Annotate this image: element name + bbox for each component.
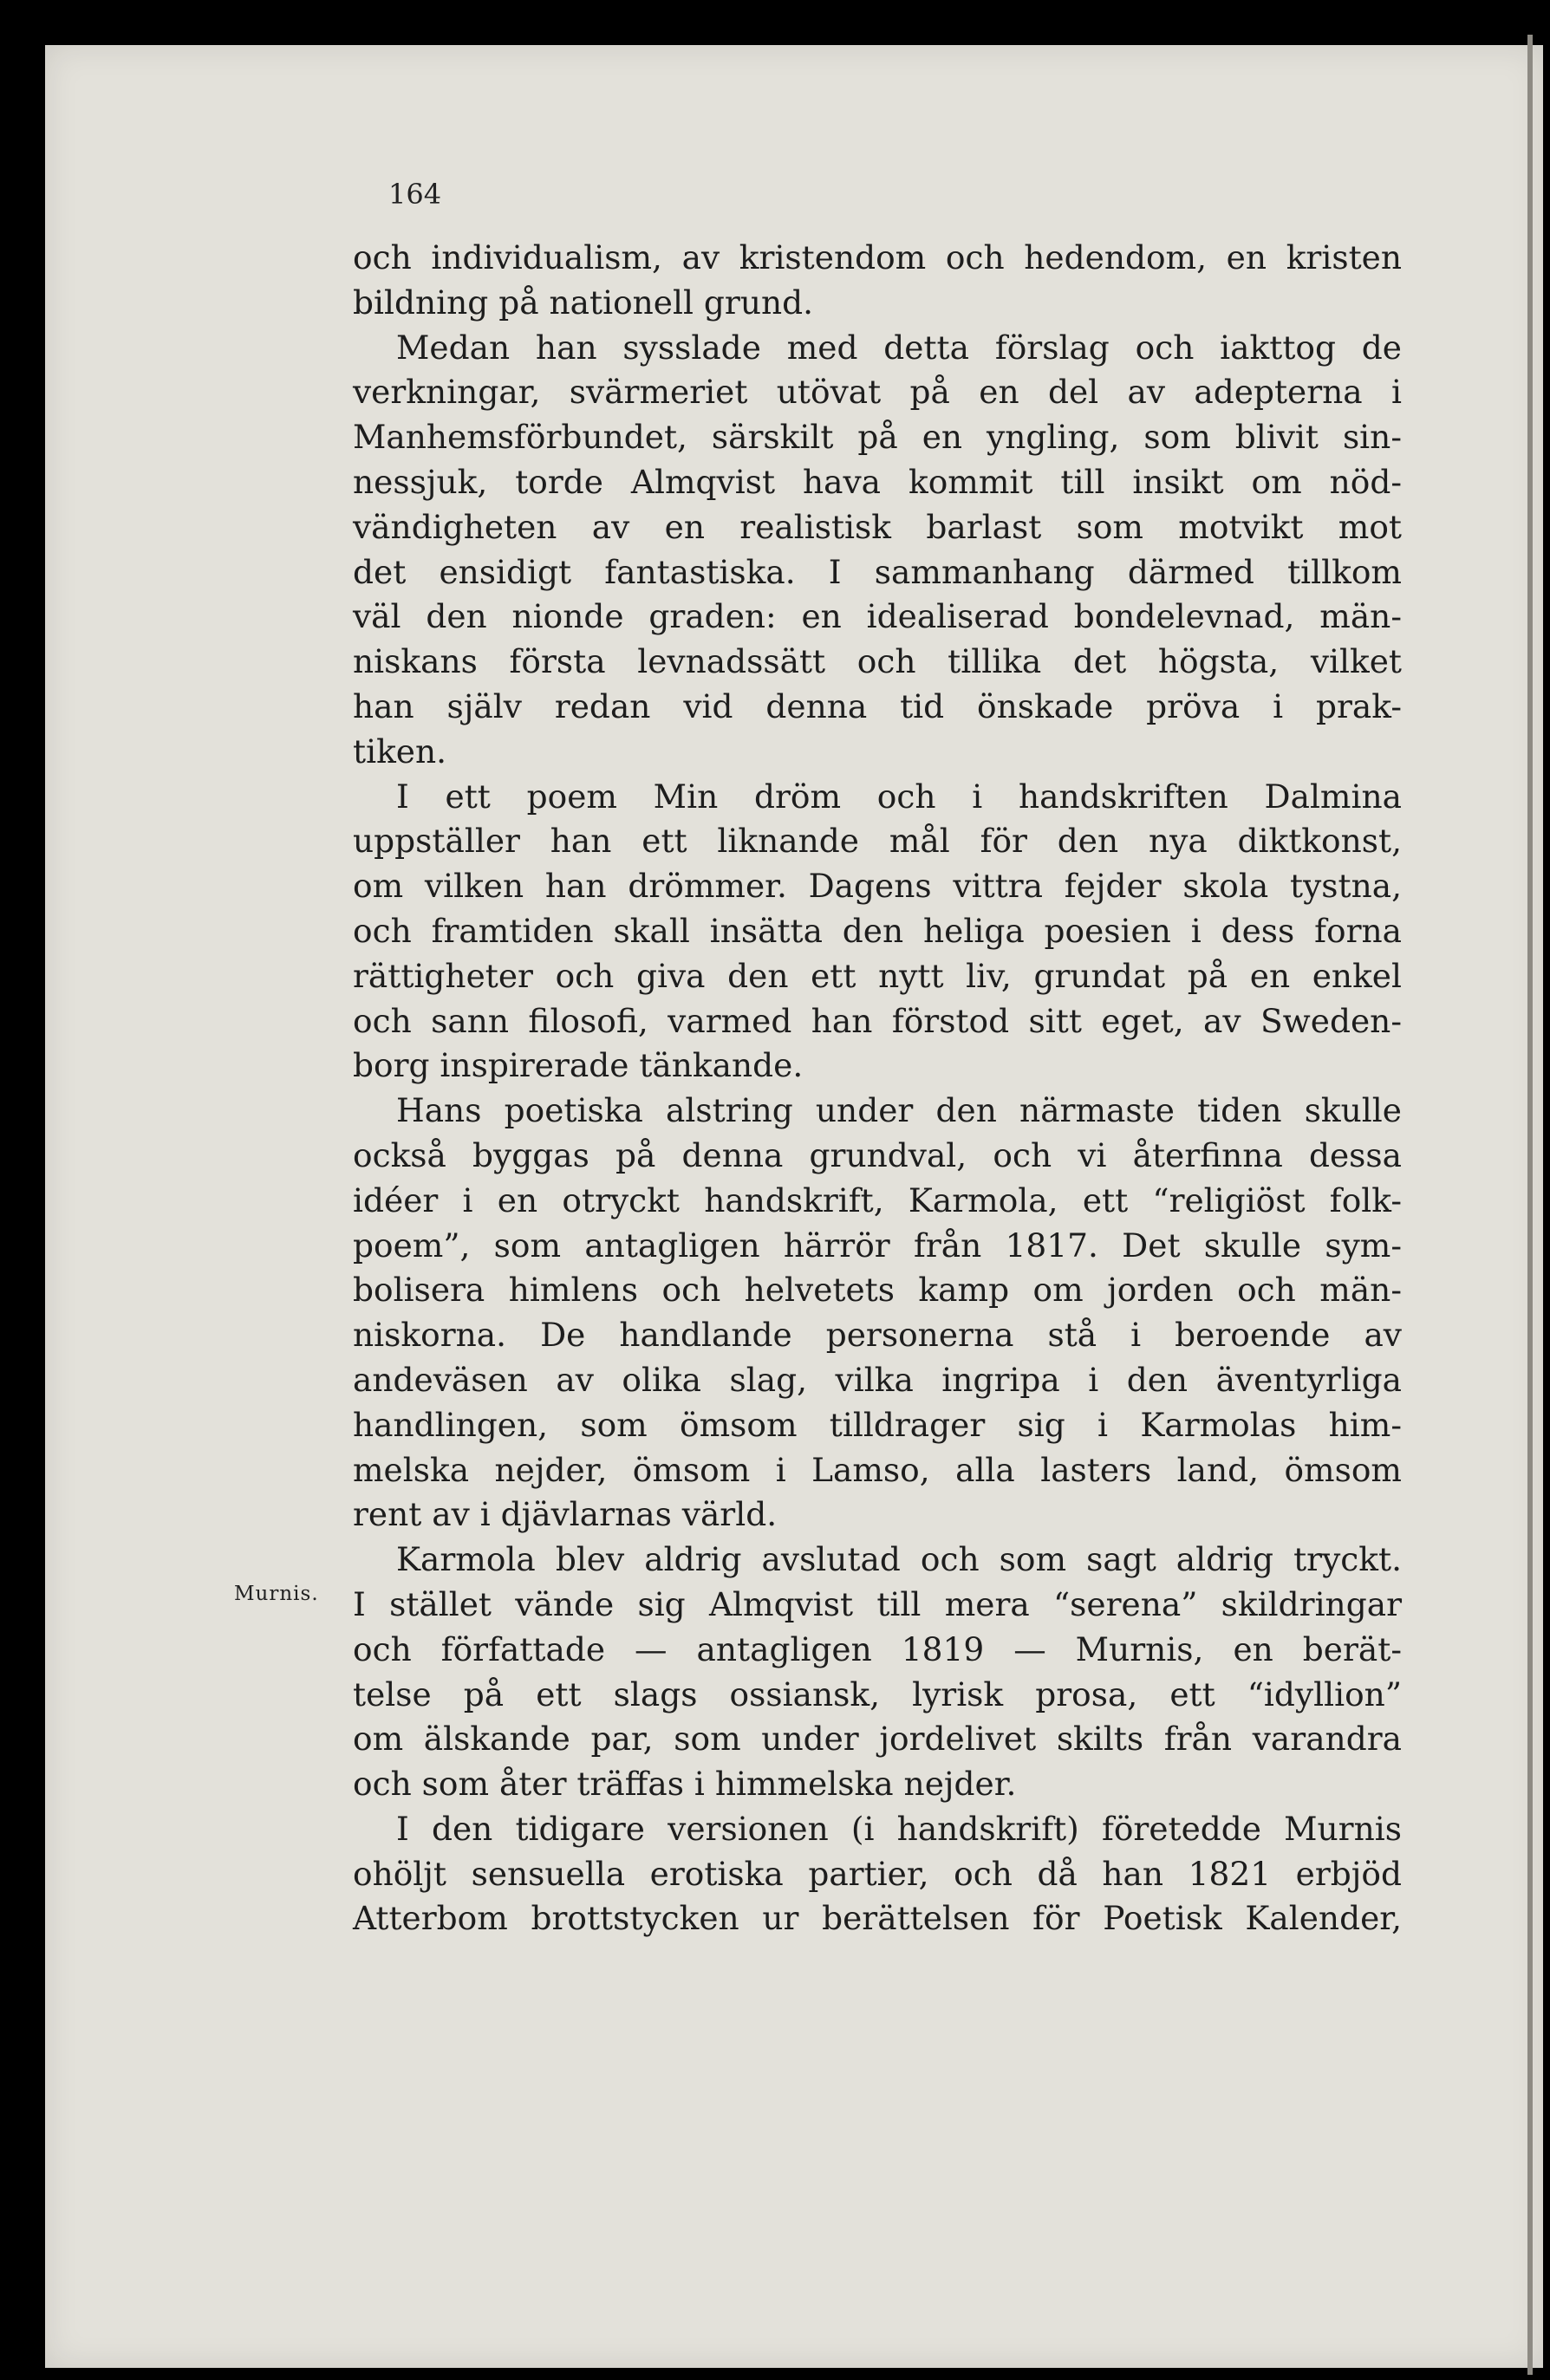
text-line: niskorna. De handlande personerna stå i beroende av <box>353 1316 1402 1355</box>
text-line: bildning på nationell grund. <box>353 283 814 322</box>
page-number: 164 <box>388 178 442 211</box>
text-line: väl den nionde graden: en idealiserad bondelevnad, män- <box>353 597 1402 636</box>
body-text <box>353 236 1402 1941</box>
text-line: verkningar, svärmeriet utövat på en del av adepterna i <box>353 373 1402 412</box>
text-line: tiken. <box>353 732 447 771</box>
text-line: ohöljt sensuella erotiska partier, och då han 1821 erbjöd <box>353 1854 1402 1893</box>
text-line: och som åter träffas i himmelska nejder. <box>353 1765 1017 1804</box>
text-line: om vilken han drömmer. Dagens vittra fejder skola tystna, <box>353 867 1402 906</box>
text-line: vändigheten av en realistisk barlast som motvikt mot <box>353 507 1402 546</box>
text-line: telse på ett slags ossiansk, lyrisk prosa, ett “idyllion” <box>353 1674 1402 1713</box>
text-line: han själv redan vid denna tid önskade pröva i prak- <box>353 686 1402 725</box>
text-line: Karmola blev aldrig avslutad och som sagt aldrig tryckt. <box>396 1540 1402 1579</box>
text-line: rent av i djävlarnas värld. <box>353 1495 778 1534</box>
text-line: Manhemsförbundet, särskilt på en yngling, som blivit sin- <box>353 418 1402 457</box>
text-line: och sann filosofi, varmed han förstod sitt eget, av Sweden- <box>353 1001 1402 1040</box>
text-line: bolisera himlens och helvetets kamp om jorden och män- <box>353 1271 1402 1310</box>
text-line: rättigheter och giva den ett nytt liv, grundat på en enkel <box>353 956 1402 995</box>
text-line: I stället vände sig Almqvist till mera “serena” skildringar <box>353 1584 1402 1623</box>
text-line: och framtiden skall insätta den heliga poesien i dess forna <box>353 911 1402 950</box>
text-line: poem”, som antagligen härrör från 1817. Det skulle sym- <box>353 1226 1402 1265</box>
text-line: också byggas på denna grundval, och vi återfinna dessa <box>353 1135 1402 1174</box>
text-line: uppställer han ett liknande mål för den nya diktkonst, <box>353 822 1402 861</box>
text-line: och författade — antagligen 1819 — Murnis, en berät- <box>353 1629 1402 1668</box>
margin-note: Murnis. <box>234 1583 319 1605</box>
text-line: Hans poetiska alstring under den närmaste tiden skulle <box>396 1091 1402 1130</box>
page-edge <box>1527 35 1533 2375</box>
text-line: melska nejder, ömsom i Lamso, alla lasters land, ömsom <box>353 1450 1402 1489</box>
text-line: nessjuk, torde Almqvist hava kommit till insikt om nöd- <box>353 462 1402 501</box>
text-line: borg inspirerade tänkande. <box>353 1046 804 1085</box>
text-line: Medan han sysslade med detta förslag och iakttog de <box>396 328 1402 367</box>
text-line: niskans första levnadssätt och tillika det högsta, vilket <box>353 642 1402 681</box>
text-line: handlingen, som ömsom tilldrager sig i Karmolas him- <box>353 1405 1402 1444</box>
text-line: Atterbom brottstycken ur berättelsen för Poetisk Kalender, <box>353 1899 1402 1938</box>
text-line: I ett poem Min dröm och i handskriften Dalmina <box>396 777 1402 816</box>
text-line: andeväsen av olika slag, vilka ingripa i den äventyrliga <box>353 1360 1402 1399</box>
text-line: det ensidigt fantastiska. I sammanhang därmed tillkom <box>353 552 1402 591</box>
text-line: om älskande par, som under jordelivet skilts från varandra <box>353 1720 1402 1759</box>
text-line: I den tidigare versionen (i handskrift) företedde Murnis <box>396 1809 1402 1848</box>
text-line: idéer i en otryckt handskrift, Karmola, ett “religiöst folk- <box>353 1180 1402 1219</box>
text-line: och individualism, av kristendom och hedendom, en kristen <box>353 238 1402 276</box>
